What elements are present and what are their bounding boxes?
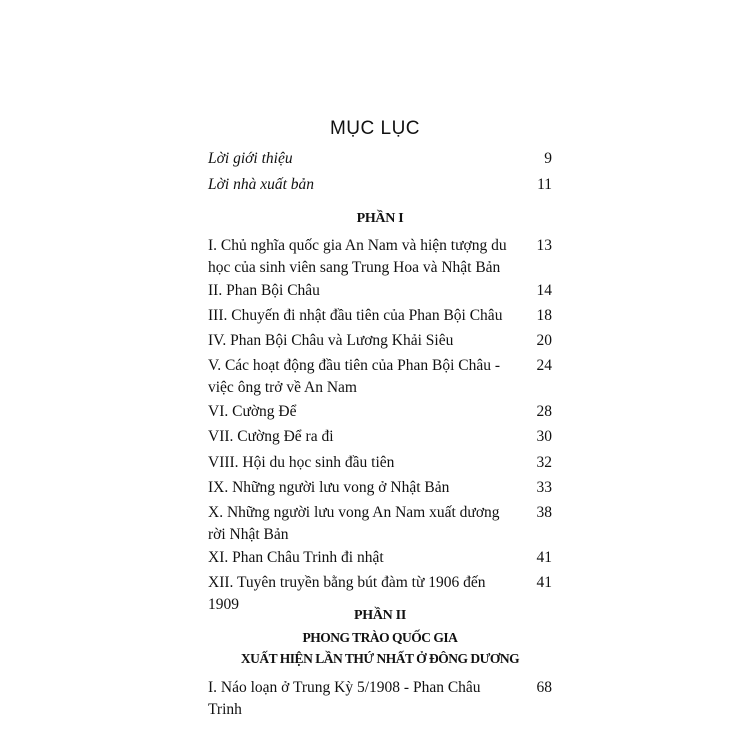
entry-page: 38 <box>536 504 552 521</box>
entry-title: XI. Phan Châu Trinh đi nhật <box>208 549 384 566</box>
entry-page: 33 <box>536 479 552 496</box>
toc-entry <box>208 677 552 721</box>
entry-page: 68 <box>536 679 552 696</box>
entry-page: 9 <box>544 150 552 167</box>
entry-page: 41 <box>536 549 552 566</box>
part2-heading: PHẦN II <box>354 608 406 623</box>
toc-entry <box>208 280 552 302</box>
part1-heading: PHẦN I <box>356 211 404 226</box>
entry-title: IX. Những người lưu vong ở Nhật Bản <box>208 479 450 496</box>
entry-page: 20 <box>536 332 552 349</box>
entry-page: 18 <box>536 307 552 324</box>
entry-title: V. Các hoạt động đầu tiên của Phan Bội Châu - việc ông trở về An Nam <box>208 357 501 396</box>
entry-page: 24 <box>536 357 552 374</box>
toc-entry <box>208 235 552 279</box>
toc-entry <box>208 547 552 569</box>
entry-page: 11 <box>537 176 552 193</box>
toc-entry <box>208 305 552 327</box>
entry-title: III. Chuyến đi nhật đầu tiên của Phan Bội Châu <box>208 307 503 324</box>
entry-page: 14 <box>536 282 552 299</box>
toc-title: MỤC LỤC <box>329 118 421 139</box>
entry-page: 30 <box>536 428 552 445</box>
toc-entry-publisher-note <box>208 174 552 196</box>
entry-title: I. Náo loạn ở Trung Kỳ 5/1908 - Phan Châu Trinh <box>208 679 481 718</box>
part2-subheading: PHONG TRÀO QUỐC GIA <box>302 630 458 645</box>
toc-entry <box>208 355 552 399</box>
entry-title: VIII. Hội du học sinh đầu tiên <box>208 454 395 471</box>
toc-entry <box>208 502 552 546</box>
toc-entry <box>208 330 552 352</box>
entry-page: 28 <box>536 403 552 420</box>
toc-entry-introduction <box>208 148 552 170</box>
entry-page: 13 <box>536 237 552 254</box>
entry-title: IV. Phan Bội Châu và Lương Khải Siêu <box>208 332 454 349</box>
entry-title: VII. Cường Để ra đi <box>208 428 334 445</box>
entry-title: XII. Tuyên truyền bằng bút đàm từ 1906 đến 1909 <box>208 574 486 613</box>
entry-title: X. Những người lưu vong An Nam xuất dương rời Nhật Bản <box>208 504 500 543</box>
entry-page: 32 <box>536 454 552 471</box>
toc-entry <box>208 477 552 499</box>
toc-entry <box>208 452 552 474</box>
entry-title: Lời nhà xuất bản <box>208 176 315 193</box>
part2-subheading: XUẤT HIỆN LẦN THỨ NHẤT Ở ĐÔNG DƯƠNG <box>240 651 520 666</box>
entry-page: 41 <box>536 574 552 591</box>
entry-title: Lời giới thiệu <box>208 150 293 167</box>
toc-entry <box>208 401 552 423</box>
entry-title: II. Phan Bội Châu <box>208 282 320 299</box>
entry-title: I. Chủ nghĩa quốc gia An Nam và hiện tượng du học của sinh viên sang Trung Hoa và Nhật Bản <box>208 237 507 276</box>
toc-entry <box>208 426 552 448</box>
entry-title: VI. Cường Để <box>208 403 297 420</box>
